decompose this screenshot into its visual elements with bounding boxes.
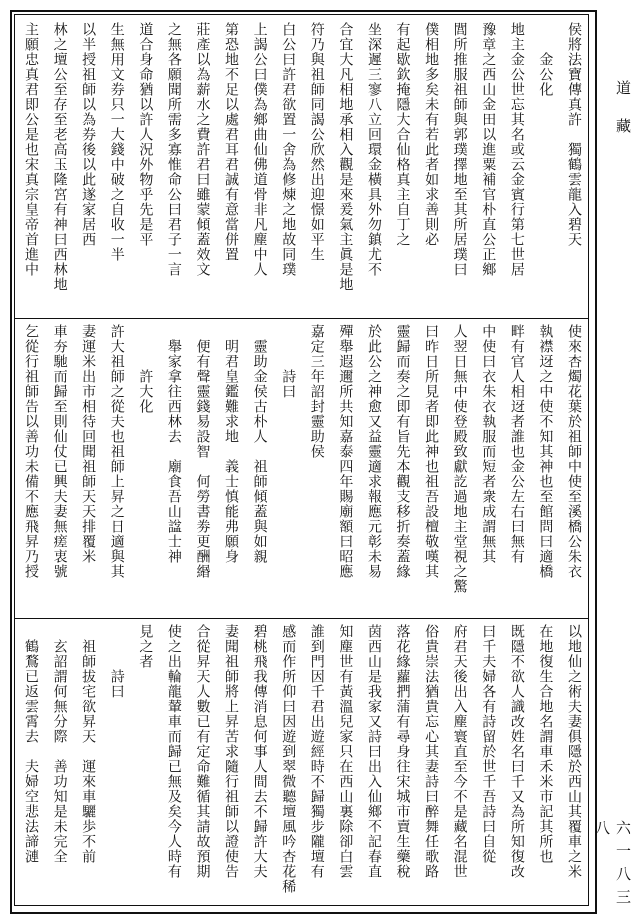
text-column: 於此公之神愈又益靈適求報應元彰未易: [365, 324, 382, 579]
text-column: 嘉定三年詔封靈助侯: [308, 324, 325, 459]
text-column: 以地仙之術夫妻俱隱於西山其覆車之米: [565, 624, 582, 879]
text-column: 使之出輪龍輦車而歸已無及矣今人時有: [165, 624, 182, 879]
text-column: 使來杏燭花葉於祖師中使至溪橋公朱衣: [565, 324, 582, 579]
text-column: 祖師拔宅欲昇天 運來車驪歩不前: [80, 624, 97, 864]
text-column: 人翌日無中使登殿致獻訖過地主堂視之驚: [451, 324, 468, 594]
text-column: 第恐地不足以處君耳君誠有意當併置: [223, 22, 240, 262]
text-column: 茵西山是我家又詩曰出入仙鄉不記春直: [365, 624, 382, 879]
text-column: 詩曰: [280, 324, 297, 399]
text-column: 明君皇鑑難求地 義士慎能弗願身: [223, 324, 240, 564]
text-column: 豫章之西山金田以進粟補官朴直公正鄉: [480, 22, 497, 277]
text-column: 合宜大凡相地承相入觀是來爰氣主眞是地: [337, 22, 354, 292]
text-column: 知塵世有黃溫兒家只在西山裏除卻白雲: [337, 624, 354, 879]
text-column: 妻運米出市相待回聞祖師天天排覆米: [80, 324, 97, 564]
text-column: 車夯馳而歸至則仙仗已興夫妻無瘥衷號: [51, 324, 68, 579]
page-number: 六一八三八: [593, 820, 632, 912]
text-column: 乞從行祖師告以善功未備不應飛昇乃授: [23, 324, 39, 579]
text-column: 許大化: [137, 324, 154, 414]
text-column: 以半授祖師以為券後以此遂家居西: [80, 22, 97, 247]
text-column: 碧桃飛我傳消息何事人間去不歸許大夫: [251, 624, 268, 879]
panel-divider-2: [14, 618, 589, 619]
text-panel-middle: [20, 324, 585, 614]
text-panel-bottom: [20, 624, 585, 908]
panel-divider-1: [14, 318, 589, 319]
text-column: 主願忠真君即公是也宋真宗皇帝首進中: [23, 22, 39, 277]
text-column: 畔有官人相迓者誰也金公左右曰無有: [508, 324, 525, 564]
text-column: 閭所推服祖師與郭璞擇地至其所居璞曰: [451, 22, 468, 277]
text-column: 落花緣蘿捫蒲有尋身往宋城市賣生藥稅: [394, 624, 411, 879]
canon-label-2: 藏: [614, 118, 632, 141]
text-column: 誰到門因千君出遊經時不歸獨步隴壇有: [308, 624, 325, 879]
text-column: 府君天後出入塵寰直至今不是藏名混世: [451, 624, 468, 879]
text-column: 上謁公曰僕為鄉曲仙佛道骨非凡塵中人: [251, 22, 268, 277]
text-column: 中使曰衣朱衣執服而短者衆成謂無其: [480, 324, 497, 564]
text-column: 林之壇公至存至老高玉隆宮有神曰西林地: [51, 22, 68, 292]
text-column: 許大祖師之從夫也祖師上昇之日適與其: [108, 324, 125, 579]
text-column: 靈助金侯古朴人 祖師傾蓋與如親: [251, 324, 268, 564]
text-column: 莊產以為薪水之費許君曰雖蒙傾蓋效文: [194, 22, 211, 277]
text-column: 殫舉遐邇所共知嘉泰四年賜廟額曰昭應: [337, 324, 354, 579]
text-column: 既隱不欲人識改姓名曰千又為所知復改: [508, 624, 525, 879]
text-column: 道合身命猶以許人況外物乎先是平: [137, 22, 154, 247]
text-column: 玄詔謂何無分際 善功知是未完全: [51, 624, 68, 864]
text-column: 詩曰: [108, 624, 125, 699]
text-panel-top: [20, 22, 585, 314]
text-column: 鶴鶩已返雲霄去 夫婦空悲法諦漣: [23, 624, 39, 864]
text-column: 靈歸而奏之即有旨先本觀支移折奏蓋緣: [394, 324, 411, 579]
text-column: 之無各願聞所需多寡惟命公曰君子一言: [165, 22, 182, 277]
text-column: 侯將法寶傳真許 獨鶴雲龍入碧天: [565, 22, 582, 247]
text-column: 見之者: [137, 624, 154, 669]
text-column: 生無用文券只一大錢中破之自收一半: [108, 22, 125, 262]
text-column: 曰昨日所見者即此神也祖吾設檀敬嘆其: [423, 324, 440, 579]
text-column: 合從昇天人數已有定命難循其請故預期: [194, 624, 211, 879]
text-column: 妻聞祖師將上昇苦求隨行祖師以證使告: [223, 624, 240, 879]
text-column: 在地復生合地名謂車禾米市記其所也: [537, 624, 554, 864]
text-column: 僕相地多矣未有若此者如求善則必: [423, 22, 440, 247]
text-column: 感而作所仰曰因遊到翠微聽壇風吟杏花稀: [280, 624, 297, 894]
text-column: 白公曰許君欲置一舍為修煉之地故同璞: [280, 22, 297, 277]
text-column: 俗貴崇法猶貴忘心其妻詩曰醉舞任歌路: [423, 624, 440, 879]
text-column: 金公化: [537, 22, 554, 97]
text-column: 有起歇欽掩隱大合仙格真主自丁之: [394, 22, 411, 247]
text-column: 符乃與祖師同謁公欣然出迎憬如平生: [308, 22, 325, 262]
text-column: 曰千夫婦各有詩留於世千吾詩曰自從: [480, 624, 497, 864]
text-column: 地主金公世忘其名或云金賓行第七世居: [508, 22, 525, 277]
text-column: 舉家拿往西林去 廟食吾山諡士神: [165, 324, 182, 564]
canon-label: 道: [614, 80, 632, 103]
text-column: 執襟迓之中使不知其神也至館問曰適橋: [537, 324, 554, 579]
text-column: 便有聲靈錢易設智 何勞書劵更酬緡: [194, 324, 211, 579]
text-column: 坐深遲三寥八立回環金橫具外勿鎮尤不: [365, 22, 382, 277]
